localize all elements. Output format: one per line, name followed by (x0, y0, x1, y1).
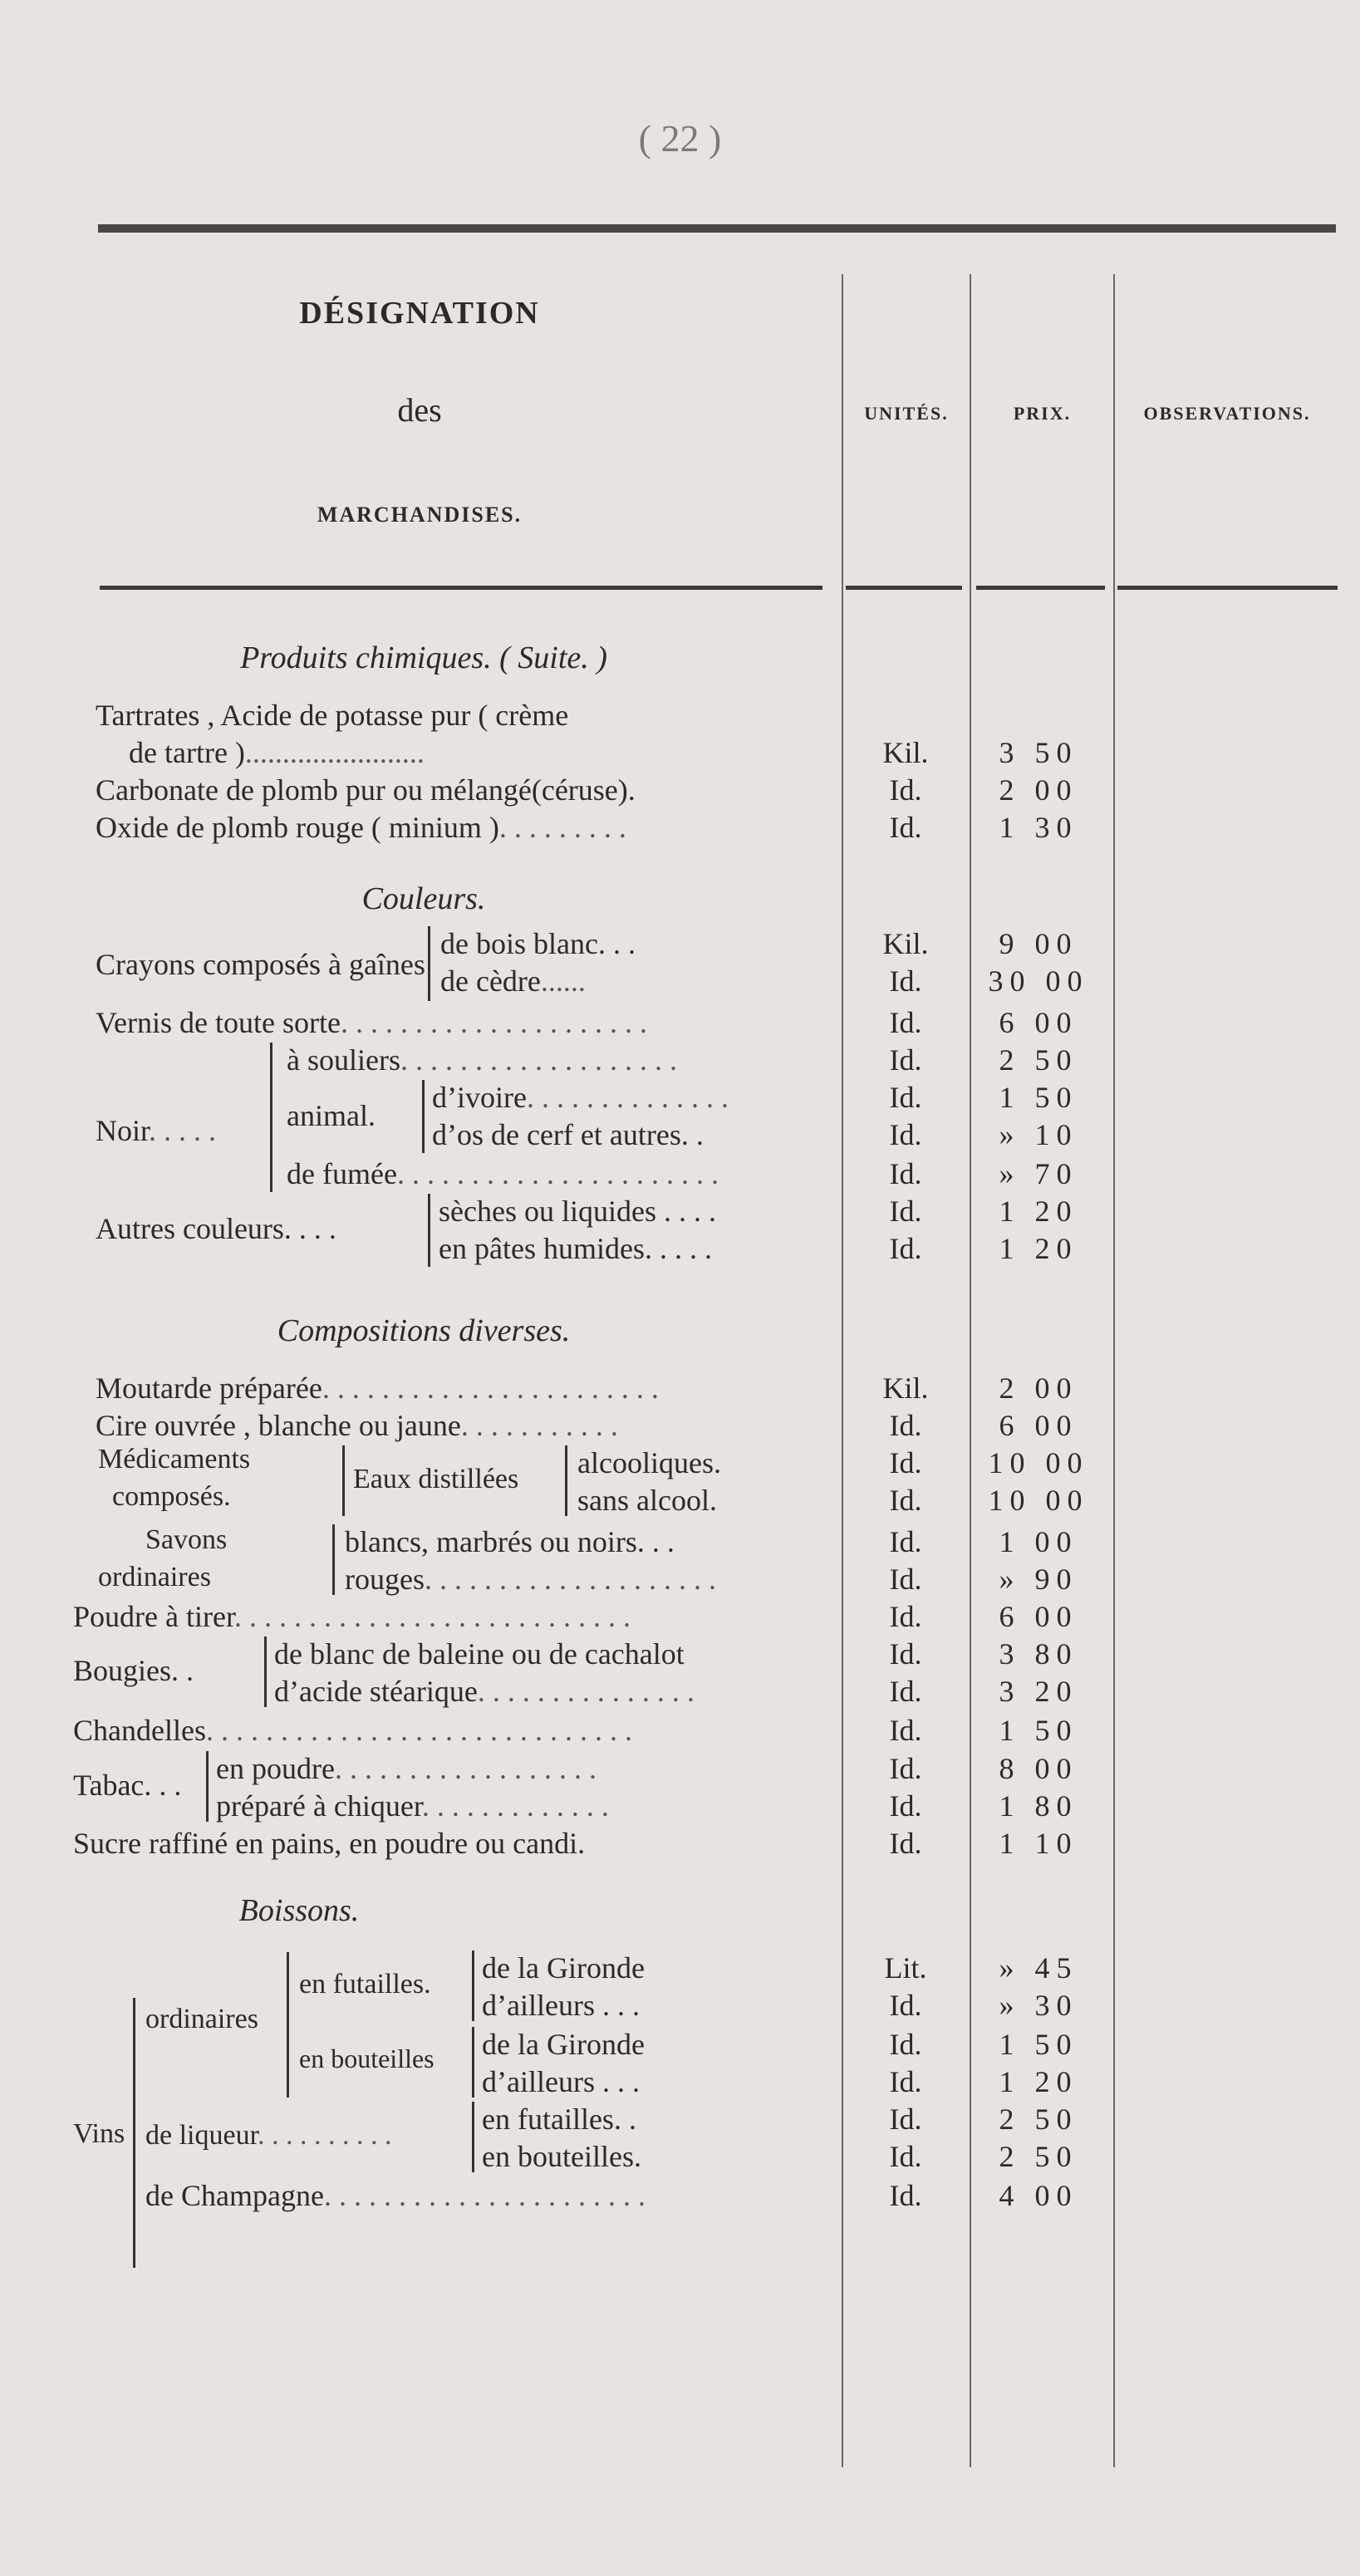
table-row (0, 810, 1360, 845)
item-label: d’ailleurs . . . (482, 2065, 640, 2098)
unit-value: Lit. (884, 1951, 927, 1985)
unit-value: Id. (889, 1563, 922, 1596)
unit-value: Kil. (882, 1371, 929, 1405)
table-row (0, 2178, 1360, 2213)
item-label: sans alcool. (577, 1484, 717, 1517)
item-label: Noir. . . . . (96, 1114, 217, 1147)
table-row (0, 926, 1360, 961)
table-row (0, 1751, 1360, 1786)
table-row (0, 1080, 1360, 1115)
table-row (0, 1371, 1360, 1406)
item-label: alcooliques. (577, 1446, 721, 1479)
table-row (0, 1005, 1360, 1040)
price-value: 10 00 (988, 1446, 1089, 1479)
item-label: d’acide stéarique. . . . . . . . . . . . . . . (274, 1675, 695, 1708)
price-value: 2 50 (999, 2140, 1078, 2173)
table-row (0, 1231, 1360, 1266)
price-value: 1 80 (999, 1789, 1078, 1823)
item-label: Tartrates , Acide de potasse pur ( crème (96, 699, 569, 732)
unit-value: Id. (889, 2065, 922, 2098)
unit-value: Id. (889, 1484, 922, 1517)
item-label: en bouteilles (299, 2044, 435, 2073)
price-value: 2 00 (999, 773, 1078, 807)
item-label: animal. (287, 1099, 376, 1132)
table-row (0, 964, 1360, 999)
price-value: 1 20 (999, 1232, 1078, 1265)
price-value: 4 00 (999, 2179, 1078, 2212)
table-row (0, 1636, 1360, 1671)
item-label: de bois blanc. . . (440, 927, 636, 960)
table-row (0, 1788, 1360, 1823)
item-label: Sucre raffiné en pains, en poudre ou candi. (73, 1827, 586, 1860)
header-des: des (397, 391, 442, 429)
price-value: 6 00 (999, 1006, 1078, 1039)
price-value: 2 50 (999, 2103, 1078, 2136)
table-row (0, 1988, 1360, 2023)
unit-value: Id. (889, 1446, 922, 1479)
item-label: en pâtes humides. . . . . (439, 1232, 712, 1265)
item-label: en poudre. . . . . . . . . . . . . . . . . . (216, 1752, 597, 1785)
item-label: Eaux distillées (353, 1464, 519, 1494)
table-row (0, 1950, 1360, 1985)
price-value: 30 00 (988, 964, 1089, 998)
item-label: de cèdre...... (440, 964, 586, 998)
item-label: blancs, marbrés ou noirs. . . (345, 1525, 675, 1558)
unit-value: Id. (889, 2140, 922, 2173)
item-label: d’os de cerf et autres. . (432, 1118, 704, 1151)
item-label: Poudre à tirer. . . . . . . . . . . . . . . . . . . . . . . . . . . (73, 1600, 631, 1633)
unit-value: Id. (889, 1789, 922, 1823)
price-value: 1 50 (999, 1081, 1078, 1114)
unit-value: Kil. (882, 736, 929, 769)
header-marchandises: MARCHANDISES. (317, 503, 523, 527)
item-label: de liqueur. . . . . . . . . . (145, 2120, 392, 2151)
item-label: en futailles. (299, 1969, 431, 1999)
table-row (0, 1713, 1360, 1748)
unit-value: Id. (889, 2179, 922, 2212)
item-label: Moutarde préparée. . . . . . . . . . . . . . . . . . . . . . . (96, 1371, 659, 1405)
unit-value: Id. (889, 1232, 922, 1265)
table-row (0, 1117, 1360, 1152)
table-row (0, 1043, 1360, 1077)
table-row (0, 735, 1360, 770)
header-rule (1117, 586, 1338, 590)
item-label: Autres couleurs. . . . (96, 1212, 336, 1245)
item-label: sèches ou liquides . . . . (439, 1195, 716, 1228)
unit-value: Id. (889, 2028, 922, 2061)
header-rule (976, 586, 1105, 590)
table-row (0, 2064, 1360, 2099)
unit-value: Id. (889, 1525, 922, 1558)
unit-value: Id. (889, 1409, 922, 1442)
unit-value: Id. (889, 1157, 922, 1190)
table-row (0, 1156, 1360, 1191)
unit-value: Kil. (882, 927, 929, 960)
unit-value: Id. (889, 1195, 922, 1228)
item-label: préparé à chiquer. . . . . . . . . . . . . (216, 1789, 609, 1823)
table-row (0, 1599, 1360, 1634)
unit-value: Id. (889, 1118, 922, 1151)
price-value: » 45 (999, 1951, 1078, 1985)
section-title: Compositions diverses. (277, 1313, 571, 1348)
unit-value: Id. (889, 1675, 922, 1708)
item-label: rouges. . . . . . . . . . . . . . . . . . . . (345, 1563, 716, 1596)
top-rule (98, 224, 1336, 233)
price-value: 6 00 (999, 1409, 1078, 1442)
price-value: 2 50 (999, 1043, 1078, 1077)
header-units: UNITÉS. (864, 403, 949, 424)
header-rule (846, 586, 962, 590)
item-label: de tartre )........................ (129, 736, 425, 769)
table-row (0, 1524, 1360, 1559)
unit-value: Id. (889, 1827, 922, 1860)
price-value: 3 20 (999, 1675, 1078, 1708)
table-row (0, 1674, 1360, 1709)
table-row (0, 1562, 1360, 1597)
unit-value: Id. (889, 773, 922, 807)
table-row (0, 698, 1360, 733)
item-label: en futailles. . (482, 2103, 636, 2136)
unit-value: Id. (889, 1752, 922, 1785)
item-label: Chandelles. . . . . . . . . . . . . . . . . . . . . . . . . . . . . (73, 1714, 632, 1747)
price-value: 1 00 (999, 1525, 1078, 1558)
price-value: 3 80 (999, 1637, 1078, 1671)
price-value: 10 00 (988, 1484, 1089, 1517)
price-value: 1 10 (999, 1827, 1078, 1860)
item-label: Médicaments (98, 1444, 251, 1474)
item-label: d’ivoire. . . . . . . . . . . . . . (432, 1081, 729, 1114)
price-value: » 70 (999, 1157, 1078, 1190)
price-value: 3 50 (999, 736, 1078, 769)
price-value: 8 00 (999, 1752, 1078, 1785)
item-label: Oxide de plomb rouge ( minium ). . . . . . . . . (96, 811, 626, 844)
item-label: ordinaires (98, 1562, 211, 1592)
item-label: ordinaires (145, 2004, 258, 2034)
price-value: 1 50 (999, 2028, 1078, 2061)
section-title: Boissons. (238, 1893, 360, 1928)
item-label: Crayons composés à gaînes (96, 948, 425, 981)
unit-value: Id. (889, 2103, 922, 2136)
item-label: Vins (73, 2118, 125, 2149)
item-label: de la Gironde (482, 2028, 645, 2061)
header-price: PRIX. (1013, 403, 1072, 424)
price-value: » 10 (999, 1118, 1078, 1151)
item-label: Vernis de toute sorte. . . . . . . . . . . . . . . . . . . . . (96, 1006, 647, 1039)
table-row (0, 2139, 1360, 2174)
unit-value: Id. (889, 1600, 922, 1633)
section-title: Couleurs. (361, 881, 486, 916)
item-label: Bougies. . (73, 1654, 194, 1687)
price-value: 1 20 (999, 2065, 1078, 2098)
table-row (0, 1483, 1360, 1518)
table-row (0, 2027, 1360, 2062)
item-label: en bouteilles. (482, 2140, 641, 2173)
item-label: de Champagne. . . . . . . . . . . . . . . . . . . . . . (145, 2179, 646, 2212)
price-value: 1 20 (999, 1195, 1078, 1228)
item-label: de la Gironde (482, 1951, 645, 1985)
table-row (0, 1194, 1360, 1229)
price-value: » 90 (999, 1563, 1078, 1596)
price-value: 1 30 (999, 811, 1078, 844)
section-title: Produits chimiques. ( Suite. ) (240, 640, 607, 675)
table-row (0, 1408, 1360, 1443)
price-value: 6 00 (999, 1600, 1078, 1633)
item-label: d’ailleurs . . . (482, 1989, 640, 2022)
table-row (0, 773, 1360, 807)
table-row (0, 1445, 1360, 1480)
unit-value: Id. (889, 1006, 922, 1039)
item-label: Tabac. . . (73, 1769, 182, 1802)
page-number: ( 22 ) (638, 117, 722, 159)
header-designation: DÉSIGNATION (299, 296, 540, 331)
item-label: Savons (145, 1524, 228, 1555)
price-value: 1 50 (999, 1714, 1078, 1747)
price-value: 2 00 (999, 1371, 1078, 1405)
table-row (0, 2102, 1360, 2137)
item-label: Carbonate de plomb pur ou mélangé(céruse). (96, 773, 636, 807)
price-value: 9 00 (999, 927, 1078, 960)
unit-value: Id. (889, 1081, 922, 1114)
header-rule (100, 586, 822, 590)
unit-value: Id. (889, 1043, 922, 1077)
price-value: » 30 (999, 1989, 1078, 2022)
item-label: à souliers. . . . . . . . . . . . . . . . . . . (287, 1043, 677, 1077)
unit-value: Id. (889, 811, 922, 844)
item-label: de blanc de baleine ou de cachalot (274, 1637, 685, 1671)
header-observations: OBSERVATIONS. (1143, 403, 1311, 424)
item-label: Cire ouvrée , blanche ou jaune. . . . . . . . . . . (96, 1409, 618, 1442)
table-row (0, 1826, 1360, 1861)
unit-value: Id. (889, 964, 922, 998)
unit-value: Id. (889, 1714, 922, 1747)
item-label: de fumée. . . . . . . . . . . . . . . . . . . . . . (287, 1157, 719, 1190)
unit-value: Id. (889, 1989, 922, 2022)
item-label: composés. (112, 1481, 231, 1512)
unit-value: Id. (889, 1637, 922, 1671)
